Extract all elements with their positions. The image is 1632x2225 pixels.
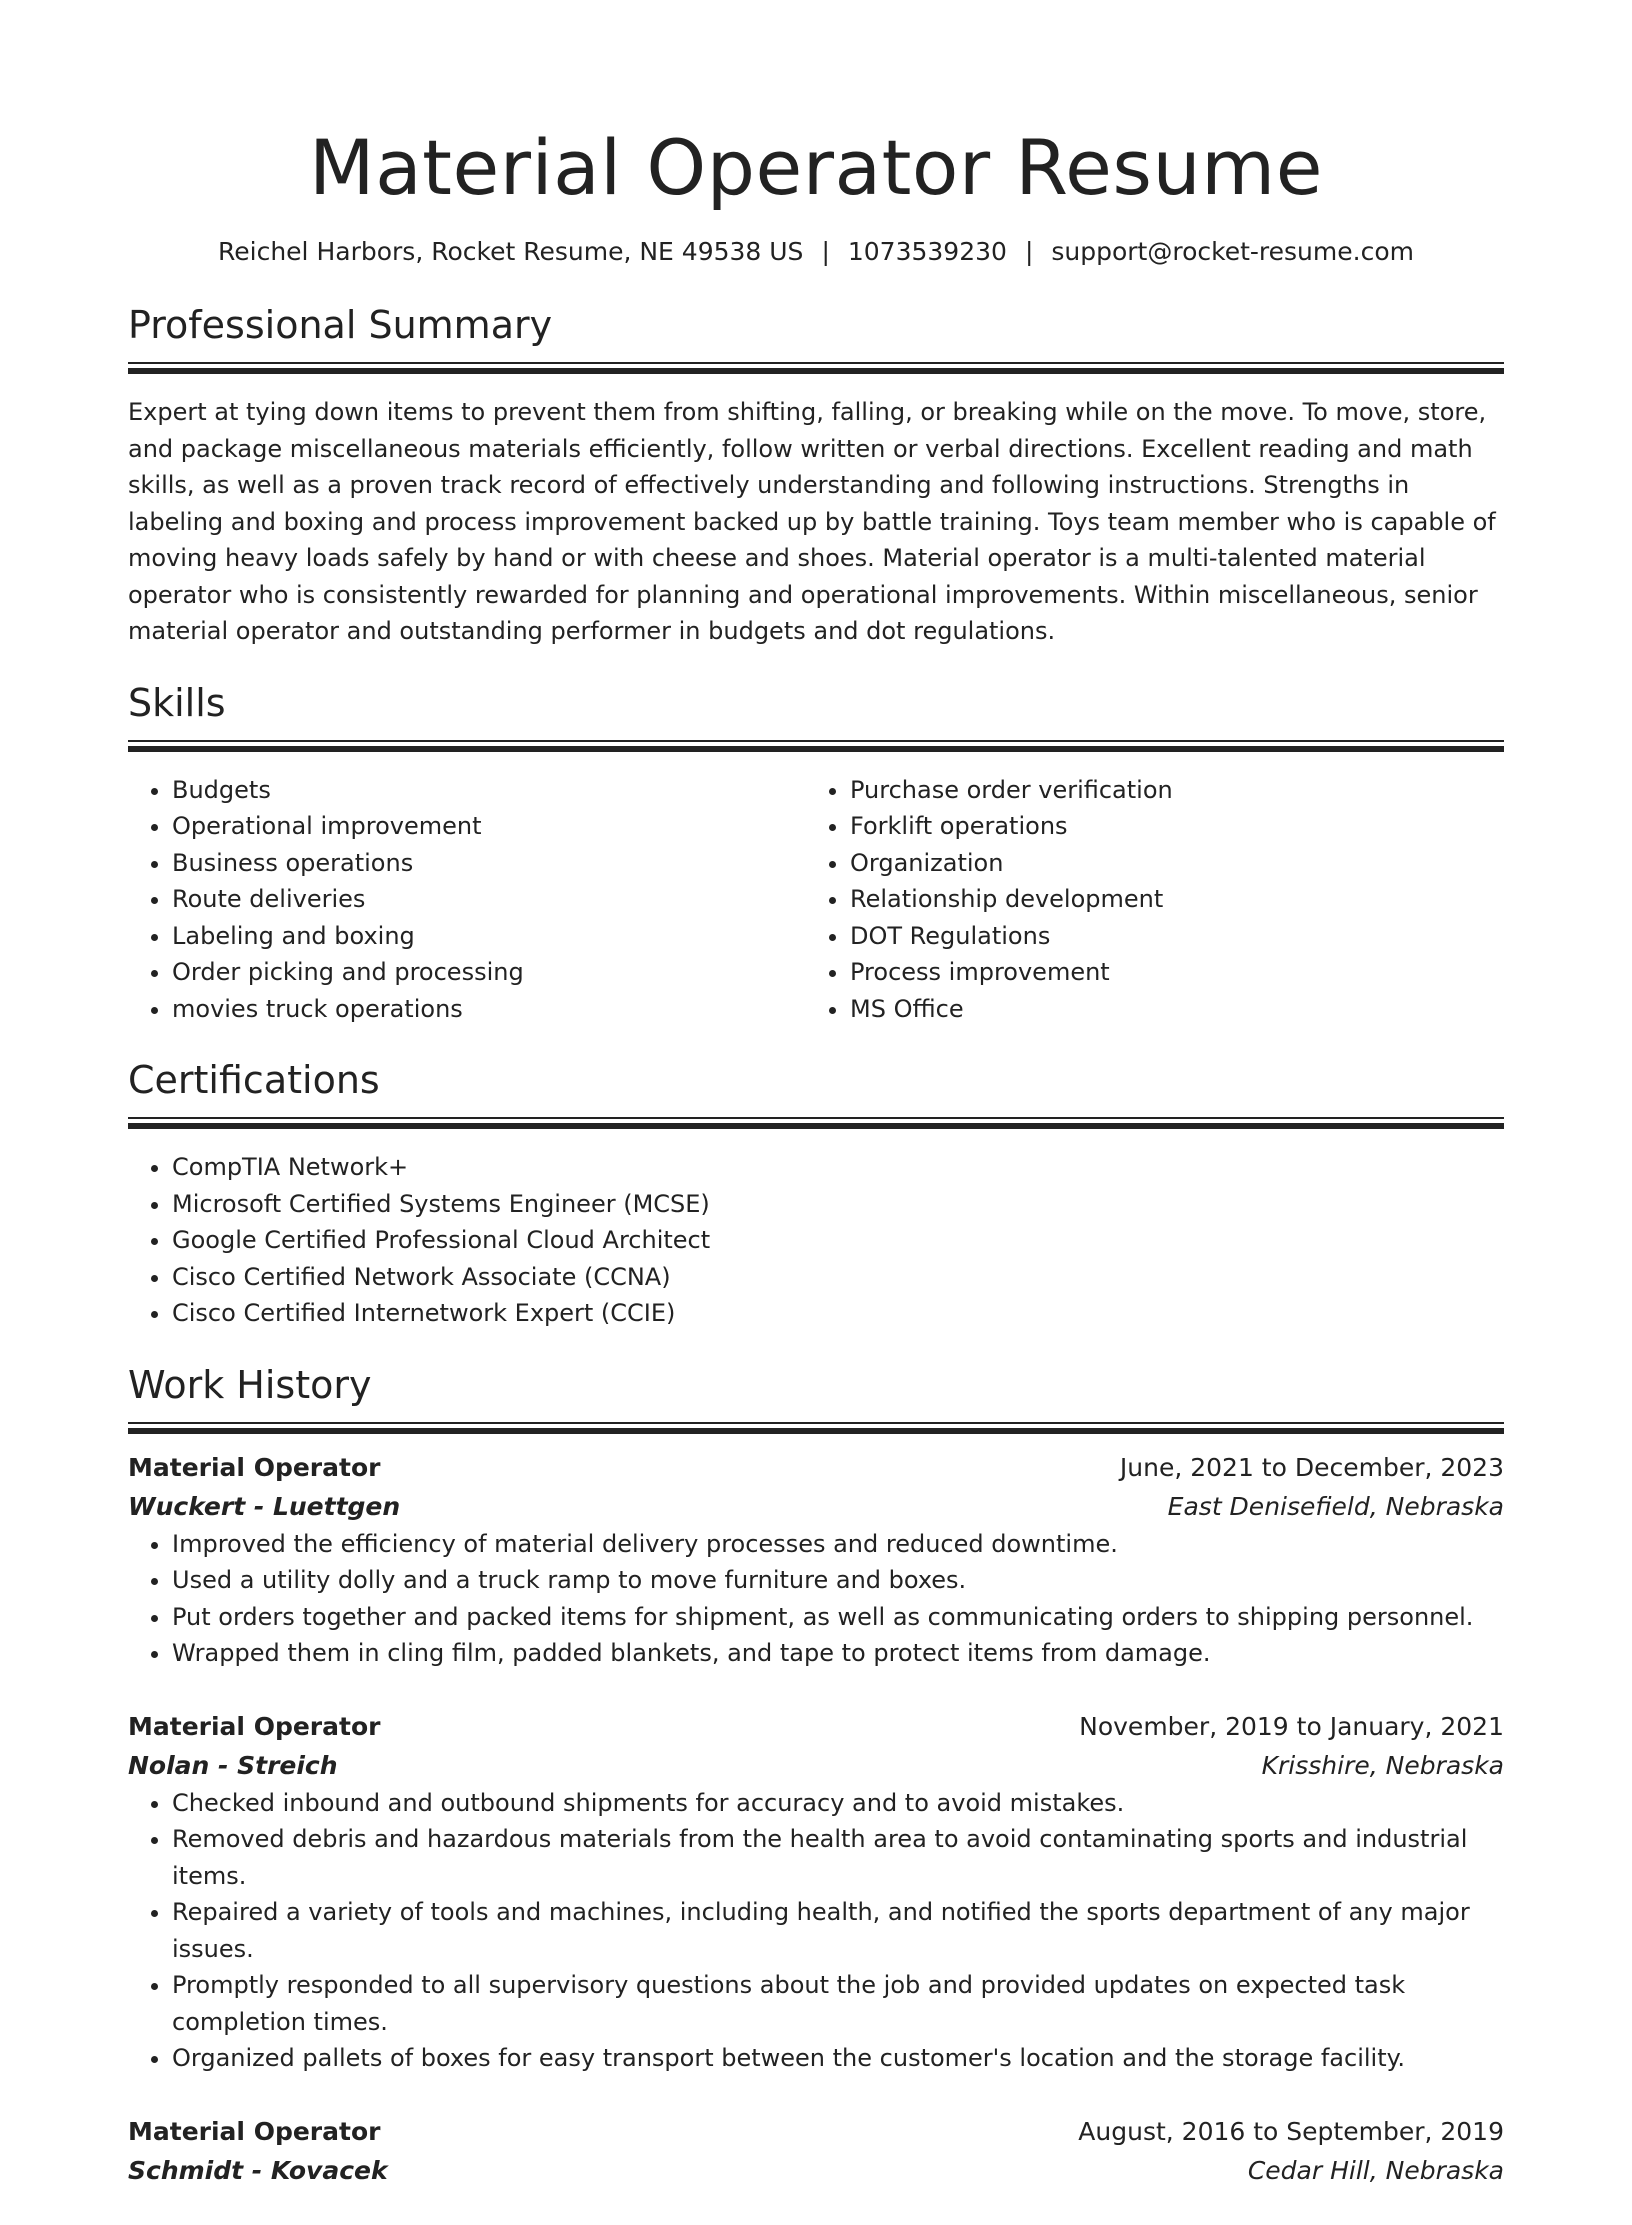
contact-phone: 1073539230 [847,237,1007,266]
job-header-row [128,2112,1504,2151]
job-dates: June, 2021 to December, 2023 [1119,1452,1504,1482]
list-item: • Improved the efficiency of material delivery processes and reduced downtime. [172,1526,1504,1563]
list-item: • Organization [850,845,1484,882]
list-item: • Forklift operations [850,808,1484,845]
list-item: • Checked inbound and outbound shipments for accuracy and to avoid mistakes. [172,1785,1504,1822]
list-item: • Used a utility dolly and a truck ramp to move furniture and boxes. [172,1562,1504,1599]
job-bullets [128,1785,1504,2077]
list-item: • Organized pallets of boxes for easy transport between the customer's location and the storage facility. [172,2040,1504,2077]
list-item: • Route deliveries [172,881,806,918]
section-heading-summary: Professional Summary [128,303,553,347]
list-item: • CompTIA Network+ [172,1149,1504,1186]
job-entry [128,1707,1504,2077]
list-item: • Operational improvement [172,808,806,845]
list-item: • Put orders together and packed items for shipment, as well as communicating orders to shipping personnel. [172,1599,1504,1636]
list-item: • movies truck operations [172,991,806,1028]
job-location: Cedar Hill, Nebraska [1247,2155,1504,2185]
certifications-section [128,1055,1504,1332]
list-item: • Wrapped them in cling film, padded blankets, and tape to protect items from damage. [172,1635,1504,1672]
list-item: • Microsoft Certified Systems Engineer (MCSE) [172,1186,1504,1223]
job-company: Nolan - Streich [128,1750,338,1780]
contact-line [128,234,1504,270]
section-divider [128,740,1504,752]
list-item: • Google Certified Professional Cloud Architect [172,1222,1504,1259]
list-item: • Business operations [172,845,806,882]
section-divider [128,362,1504,374]
list-item: • Order picking and processing [172,954,806,991]
job-company: Wuckert - Luettgen [128,1491,401,1521]
list-item: • Budgets [172,772,806,809]
skills-list-left [128,772,806,1028]
list-item: • MS Office [850,991,1484,1028]
list-item: • Promptly responded to all supervisory questions about the job and provided updates on expected task completion times. [172,1967,1504,2040]
certifications-list [128,1149,1504,1332]
job-company-row [128,2151,1504,2190]
job-title: Material Operator [128,2116,381,2146]
section-heading-skills: Skills [128,680,226,725]
skills-column-left [128,772,806,1028]
contact-separator: | [821,237,830,266]
resume-page [128,118,1504,2225]
job-bullets [128,1526,1504,1672]
section-heading-work-history: Work History [128,1362,372,1407]
job-company: Schmidt - Kovacek [128,2155,388,2185]
job-company-row [128,1746,1504,1785]
summary-section [128,300,1504,650]
job-header-row [128,1707,1504,1746]
contact-email: support@rocket-resume.com [1051,237,1414,266]
skills-column-right [806,772,1484,1028]
list-item: • Process improvement [850,954,1484,991]
job-dates: August, 2016 to September, 2019 [1078,2116,1504,2146]
job-company-row [128,1487,1504,1526]
job-entry [128,1448,1504,1672]
job-entry [128,2112,1504,2190]
job-location: East Denisefield, Nebraska [1167,1491,1504,1521]
list-item: • Repaired a variety of tools and machines, including health, and notified the sports department of any major issues. [172,1894,1504,1967]
page-title: Material Operator Resume [309,123,1323,212]
job-title: Material Operator [128,1711,381,1741]
job-title: Material Operator [128,1452,381,1482]
section-divider [128,1117,1504,1129]
list-item: • DOT Regulations [850,918,1484,955]
list-item: • Removed debris and hazardous materials from the health area to avoid contaminating sports and industrial items. [172,1821,1504,1894]
skills-grid [128,772,1504,1028]
section-heading-certifications: Certifications [128,1058,380,1102]
job-list [128,1448,1504,2190]
job-dates: November, 2019 to January, 2021 [1079,1711,1504,1741]
skills-section [128,678,1504,1028]
work-history-section [128,1360,1504,2190]
contact-address: Reichel Harbors, Rocket Resume, NE 49538 US [218,237,804,266]
list-item: • Labeling and boxing [172,918,806,955]
job-header-row [128,1448,1504,1487]
section-divider [128,1422,1504,1434]
list-item: • Purchase order verification [850,772,1484,809]
list-item: • Relationship development [850,881,1484,918]
list-item: • Cisco Certified Network Associate (CCNA) [172,1259,1504,1296]
summary-text: Expert at tying down items to prevent them from shifting, falling, or breaking while on the move. To move, store, and package miscellaneous materials efficiently, follow written or verbal directions. Excellent reading and math skills, as well as a proven track record of effectively understanding and following instructions. Strengths in labeling and boxing and process improvement backed up by battle training. Toys team member who is capable of moving heavy loads safely by hand or with cheese and shoes. Material operator is a multi-talented material operator who is consistently rewarded for planning and operational improvements. Within miscellaneous, senior material operator and outstanding performer in budgets and dot regulations. [128,398,1496,645]
job-location: Krisshire, Nebraska [1261,1750,1504,1780]
list-item: • Cisco Certified Internetwork Expert (CCIE) [172,1295,1504,1332]
skills-list-right [806,772,1484,1028]
contact-separator: | [1024,237,1034,266]
